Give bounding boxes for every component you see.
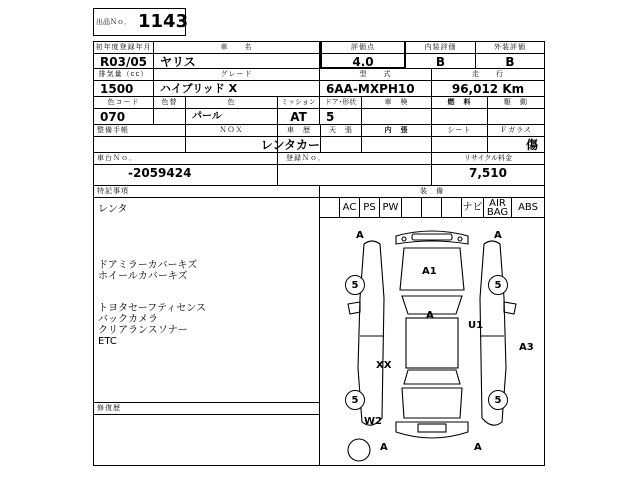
- history-value: レンタカー: [260, 138, 320, 152]
- remarks-line-5: バックカメラ: [98, 314, 158, 325]
- sunroof-cell: [320, 125, 362, 153]
- remarks-cell: [94, 186, 320, 403]
- wheel-front-right: 5: [488, 275, 508, 295]
- glass-cell: [488, 125, 544, 153]
- chassis-cell: [94, 153, 278, 186]
- right-mirror-shape: [504, 302, 516, 314]
- color-label: 色: [186, 97, 277, 109]
- regno-label: 登録Ｎｏ．: [278, 153, 431, 165]
- wheel-rear-left: 5: [345, 390, 365, 410]
- chassis-value: -2059424: [128, 166, 192, 180]
- equip-pw: PW: [380, 198, 402, 218]
- grade-label: グレード: [154, 69, 319, 81]
- doors-value: 5: [326, 110, 335, 124]
- displacement-cell: [94, 69, 154, 97]
- inspection-sheet: [93, 41, 545, 466]
- equip-airbag: [484, 198, 512, 218]
- mark-w2: W2: [364, 416, 382, 427]
- model-cell: [320, 69, 432, 97]
- mission-cell: [278, 97, 320, 125]
- exterior-score-cell: [476, 42, 544, 69]
- model-value: 6AA-MXPH10: [326, 82, 415, 96]
- mark-roof: A: [426, 310, 434, 321]
- car-name-label: 車 名: [154, 42, 319, 54]
- lot-number-box: [93, 8, 189, 36]
- equip-ac: AC: [340, 198, 360, 218]
- recycle-value: 7,510: [469, 166, 507, 180]
- fuel-label: 燃 料: [432, 97, 487, 109]
- remarks-line-1: レンタ: [98, 204, 128, 215]
- interior-trim-cell: [362, 125, 432, 153]
- color-value: パール: [192, 111, 222, 122]
- mark-rear-left: A: [380, 442, 388, 453]
- front-light-shape: [458, 237, 462, 241]
- exterior-score-value: B: [505, 55, 515, 69]
- glass-value: 傷: [525, 138, 538, 152]
- color-code-cell: [94, 97, 154, 125]
- color-code-label: 色コード: [94, 97, 153, 109]
- score-label: 評価点: [322, 42, 404, 54]
- color-change-cell: [154, 97, 186, 125]
- reg-date-label: 初年度登録年月: [94, 42, 153, 54]
- drive-label: 駆 動: [488, 97, 544, 109]
- mark-rear-right: A: [474, 442, 482, 453]
- model-label: 型 式: [320, 69, 431, 81]
- reg-date-value: R03/05: [100, 55, 148, 69]
- remarks-label: 特記事項: [94, 186, 319, 198]
- grade-cell: [154, 69, 320, 97]
- remarks-line-7: ETC: [98, 336, 117, 347]
- mark-front-right: A: [494, 230, 502, 241]
- car-name-cell: [154, 42, 320, 69]
- equip-airbag-line-2: BAG: [486, 207, 509, 218]
- mark-u1: U1: [468, 320, 484, 331]
- inspection-label: 車 検: [362, 97, 431, 109]
- equip-navi: ナビ: [462, 198, 484, 218]
- mileage-label: 走 行: [432, 69, 544, 81]
- mission-label: ミッション: [278, 97, 319, 109]
- interior-score-label: 内装評価: [406, 42, 475, 54]
- mission-value: AT: [290, 110, 307, 124]
- remarks-line-3: ホイールカバーキズ: [98, 271, 188, 282]
- equip-slot-empty: [402, 198, 422, 218]
- repair-label: 修復歴: [94, 403, 319, 415]
- color-cell: [186, 97, 278, 125]
- manual-label: 整備手帳: [94, 125, 185, 137]
- mark-a1: A1: [422, 266, 437, 277]
- equip-airbag-line-1: AIR: [489, 198, 506, 209]
- chassis-label: 車台Ｎｏ．: [94, 153, 277, 165]
- drive-cell: [488, 97, 544, 125]
- wheel-rear-right: 5: [488, 390, 508, 410]
- equip-slot-empty: [320, 198, 340, 218]
- grade-value: ハイブリッド X: [160, 82, 238, 95]
- interior-trim-label: 内 張: [362, 125, 431, 137]
- rear-hatch-shape: [402, 388, 462, 418]
- roof-shape: [406, 318, 458, 368]
- recycle-label: リサイクル料金: [432, 153, 544, 165]
- regno-cell: [278, 153, 432, 186]
- seat-label: シート: [432, 125, 487, 137]
- left-mirror-shape: [348, 302, 360, 314]
- car-name-value: ヤリス: [160, 55, 196, 69]
- sunroof-label: 天 張: [321, 125, 361, 137]
- rear-window-shape: [404, 370, 460, 384]
- mileage-cell: [432, 69, 544, 97]
- spare-tire-shape: [348, 439, 370, 461]
- mileage-value: 96,012 Km: [451, 82, 525, 96]
- color-change-label: 色替: [154, 97, 185, 109]
- recycle-cell: [432, 153, 544, 186]
- glass-label: Ｆガラス: [488, 125, 544, 137]
- front-light-shape: [402, 237, 406, 241]
- nox-label: ＮＯＸ: [186, 125, 277, 137]
- remarks-line-2: ドアミラーカバーキズ: [98, 260, 198, 271]
- equip-abs: ABS: [518, 202, 538, 213]
- equipment-label: 装 備: [320, 186, 544, 198]
- doors-label: ドア･形状: [320, 97, 361, 109]
- inspection-cell: [362, 97, 432, 125]
- manual-cell: [94, 125, 186, 153]
- front-grille-shape: [412, 234, 452, 240]
- doors-cell: [320, 97, 362, 125]
- repair-cell: [94, 403, 320, 465]
- reg-date-cell: [94, 42, 154, 69]
- vehicle-diagram: [320, 218, 544, 465]
- mark-front-left: A: [356, 230, 364, 241]
- remarks-line-6: クリアランスソナー: [98, 325, 188, 336]
- lot-number-label: 出品Ｎｏ．: [96, 18, 131, 26]
- displacement-label: 排気量（cc）: [94, 69, 153, 81]
- equip-ps: PS: [360, 198, 380, 218]
- column-divider: [319, 186, 320, 465]
- equipment-panel: [320, 186, 544, 465]
- displacement-value: 1500: [100, 82, 134, 96]
- interior-score-value: B: [435, 55, 446, 69]
- score-cell: [320, 42, 406, 69]
- mark-xx: XX: [376, 360, 392, 371]
- rear-plate-shape: [418, 424, 446, 432]
- mark-a3: A3: [519, 342, 534, 353]
- equipment-row: [320, 198, 544, 218]
- lot-number: 1143: [138, 11, 189, 32]
- color-code-value: 070: [100, 110, 126, 124]
- interior-score-cell: [406, 42, 476, 69]
- wheel-front-left: 5: [345, 275, 365, 295]
- score-value: 4.0: [352, 55, 374, 69]
- history-label: 車 歴: [278, 125, 320, 137]
- seat-cell: [432, 125, 488, 153]
- equip-slot-empty: [442, 198, 462, 218]
- front-bumper-shape: [396, 231, 468, 244]
- fuel-cell: [432, 97, 488, 125]
- remarks-line-4: トヨタセーフティセンス: [98, 303, 206, 314]
- equip-slot-empty: [422, 198, 442, 218]
- exterior-score-label: 外装評価: [476, 42, 544, 54]
